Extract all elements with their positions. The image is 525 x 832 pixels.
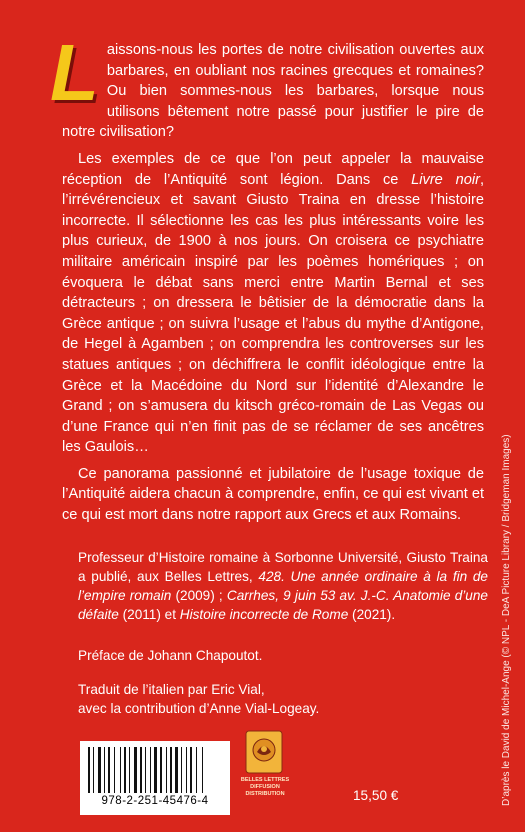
barcode-bar bbox=[95, 747, 97, 793]
barcode-bar bbox=[181, 747, 182, 793]
isbn-barcode bbox=[80, 741, 230, 815]
bio-book-2: Carrhes, 9 juin 53 av. J.-C. Anatomie d’une défaite bbox=[78, 588, 488, 622]
barcode-bar bbox=[98, 747, 101, 793]
bio-book-1: 428. Une année ordinaire à la fin de l’empire romain bbox=[78, 569, 488, 603]
barcode-bar bbox=[93, 747, 94, 793]
author-bio bbox=[78, 548, 488, 624]
isbn-number: 978-2-251-45476-4 bbox=[101, 795, 209, 807]
barcode-bar bbox=[145, 747, 146, 793]
barcode-bar bbox=[198, 747, 201, 793]
translation-line-1: Traduit de l’italien par Eric Vial, bbox=[78, 682, 265, 697]
barcode-bar bbox=[131, 747, 133, 793]
price-label: 15,50 € bbox=[353, 788, 399, 803]
barcode-bar bbox=[114, 747, 115, 793]
bio-text-1: Professeur d’Histoire romaine à Sorbonne Université, Giusto Traina a publié, aux Belles Lettres, bbox=[78, 550, 488, 584]
barcode-bar bbox=[88, 747, 90, 793]
barcode-bar bbox=[129, 747, 130, 793]
publisher-logo-icon bbox=[245, 730, 283, 774]
intro-text: aissons-nous les portes de notre civilisation ouvertes aux barbares, en oubliant nos racines grecques et romaines? Ou bien sommes-nous les barbares, lorsque nous utilisons bêtement notre passé pour justifier le pire de notre civilisation? bbox=[62, 42, 484, 141]
bio-book-3: Histoire incorrecte de Rome bbox=[179, 607, 349, 622]
barcode-bar bbox=[204, 747, 205, 793]
barcode-bar bbox=[138, 747, 139, 793]
barcode-bar bbox=[111, 747, 113, 793]
barcode-bar bbox=[122, 747, 123, 793]
preface-credit bbox=[78, 646, 478, 665]
barcode-bar bbox=[186, 747, 187, 793]
bio-text-3: (2011) et bbox=[118, 607, 180, 622]
barcode-bar bbox=[116, 747, 119, 793]
image-credit: D’après le David de Michel-Ange (© NPL - DeA Picture Library / Bridgeman Images) bbox=[501, 434, 512, 806]
barcode-bar bbox=[175, 747, 178, 793]
publisher-logo-text: BELLES LETTRES DIFFUSION DISTRIBUTION bbox=[240, 777, 290, 797]
barcode-bar bbox=[190, 747, 192, 793]
barcode-bar bbox=[154, 747, 157, 793]
bio-text-2: (2009) ; bbox=[171, 588, 227, 603]
translation-credit bbox=[78, 680, 478, 718]
barcode-bar bbox=[158, 747, 159, 793]
bio-text-4: (2021). bbox=[348, 607, 396, 622]
barcode-bar bbox=[143, 747, 144, 793]
preface-line: Préface de Johann Chapoutot. bbox=[78, 648, 263, 663]
barcode-bar bbox=[170, 747, 172, 793]
panorama-paragraph: Ce panorama passionné et jubilatoire de l’usage toxique de l’Antiquité aidera chacun à comprendre, enfin, ce qui est vivant et ce qui est mort dans notre rapport aux Grecs et aux Romains. bbox=[62, 465, 484, 524]
barcode-bar bbox=[124, 747, 126, 793]
barcode-bar bbox=[147, 747, 149, 793]
barcode-bar bbox=[102, 747, 103, 793]
dropcap-letter: L bbox=[50, 28, 99, 117]
barcode-bar bbox=[134, 747, 137, 793]
barcode-bar bbox=[108, 747, 110, 793]
cover-text bbox=[50, 28, 484, 526]
barcode-bar bbox=[106, 747, 107, 793]
barcode-bar bbox=[140, 747, 142, 793]
barcode-bar bbox=[196, 747, 197, 793]
book-title-italic: Livre noir bbox=[411, 171, 480, 188]
intro-paragraph bbox=[50, 28, 484, 143]
barcode-bar bbox=[91, 747, 92, 793]
barcode-bar bbox=[163, 747, 165, 793]
translation-line-2: avec la contribution d’Anne Vial-Logeay. bbox=[78, 701, 320, 716]
barcode-bar bbox=[104, 747, 105, 793]
barcode-bar bbox=[193, 747, 195, 793]
barcode-bar bbox=[188, 747, 189, 793]
barcode-bars bbox=[88, 747, 222, 793]
barcode-bar bbox=[202, 747, 203, 793]
examples-paragraph bbox=[62, 149, 484, 458]
barcode-bar bbox=[166, 747, 167, 793]
barcode-bar bbox=[160, 747, 162, 793]
barcode-bar bbox=[127, 747, 128, 793]
barcode-bar bbox=[152, 747, 153, 793]
barcode-bar bbox=[168, 747, 169, 793]
barcode-bar bbox=[150, 747, 151, 793]
barcode-bar bbox=[179, 747, 180, 793]
barcode-bar bbox=[120, 747, 121, 793]
barcode-bar bbox=[173, 747, 174, 793]
barcode-bar bbox=[183, 747, 185, 793]
examples-text-1: Les exemples de ce que l’on peut appeler la mauvaise réception de l’Antiquité sont légion. Dans ce bbox=[62, 150, 484, 188]
examples-text-2: , l’irrévérencieux et savant Giusto Traina en dresse l’histoire incorrecte. Il sélectionne les cas les plus intéressants voire les plus curieux, de 1900 à nos jours. On croisera ce psychiatre militaire américain inspiré par les poèmes homériques ; on évoquera le débat sans merci entre Martin Bernal et ses détracteurs ; on dressera le bêtisier de la démocratie dans la Grèce antique ; on suivra l’usage et l’abus du mythe d’Antigone, de Hegel à Agamben ; on comprendra les controverses sur les statues antiques ; on déchiffrera le conflit idéologique entre la Grèce et la Macédoine du Nord sur l’identité d’Alexandre le Grand ; on s’amusera du kitsch gréco-romain de Las Vegas ou d’une France qui n’en finit pas de se réclamer de ses ancêtres les Gaulois… bbox=[62, 171, 484, 456]
